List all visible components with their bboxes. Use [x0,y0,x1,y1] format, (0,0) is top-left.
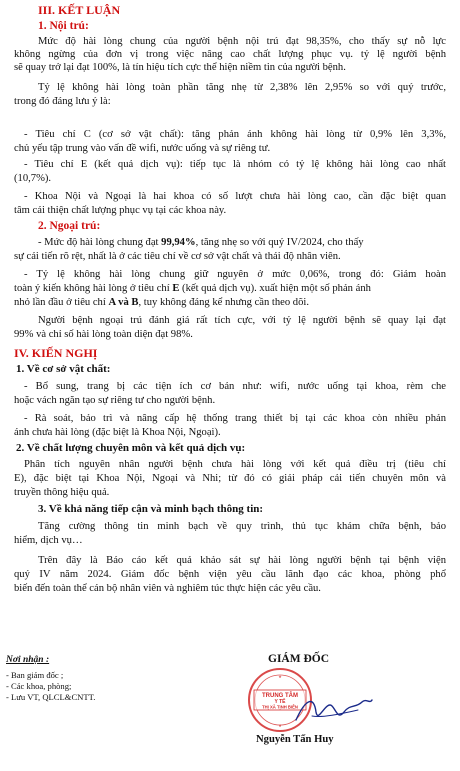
inpatient-p2-line2: trong đó đáng lưu ý là: [14,96,111,107]
inpatient-k-line2: tâm cải thiện chất lượng phục vụ tại các khoa này. [14,205,227,216]
rec1-p2-line2: ánh chưa hài lòng (đặc biệt là Khoa Nội, Ngoại). [14,427,221,438]
outpatient-p3-line2: 99% và chỉ số hài lòng toàn diện đạt 98%. [14,329,193,340]
recipient-item: - Ban giám đốc ; [6,670,64,680]
section-recommendations-title: IV. KIẾN NGHỊ [14,346,98,360]
inpatient-e-line2: (10,7%). [14,173,52,184]
signer-name: Nguyễn Tấn Huy [256,734,334,745]
rec3-title: 3. Về khả năng tiếp cận và minh bạch thông tin: [38,503,264,515]
rec1-title: 1. Về cơ sở vật chất: [16,363,111,375]
rec1-p1-line2: hoặc vách ngăn tạo sự riêng tư cho người bệnh. [14,395,216,406]
closing-line1: Trên đây là Báo cáo kết quả khảo sát sự hài lòng người bệnh tại bệnh viện [38,555,446,566]
outpatient-p1-line1: - Mức độ hài lòng chung đạt 99,94%, tăng nhẹ so với quý IV/2024, cho thấy [38,237,364,248]
svg-text:★: ★ [278,723,282,728]
rec3-p1-line1: Tăng cường thông tin minh bạch về quy trình, thủ tục khám chữa bệnh, bảo [38,521,446,532]
signature-icon [292,690,376,732]
rec2-p1-line3: truyền thông hiệu quả. [14,487,110,498]
outpatient-p2-line1: - Tỷ lệ không hài lòng chung giữ nguyên ở mức 0,06%, trong đó: Giảm hoàn [24,269,446,280]
inpatient-k-line1: - Khoa Nội và Ngoại là hai khoa có số lượt chưa hài lòng cao, cần đặc biệt quan [24,191,446,202]
inpatient-p1-line2: không ngừng của đơn vị trong việc nâng cao chất lượng phục vụ. tỷ lệ người bệnh [14,49,446,60]
recipient-item: - Các khoa, phòng; [6,681,72,691]
rec3-p1-line2: hiểm, dịch vụ… [14,535,83,546]
outpatient-p2-line3: nhỏ lần đầu ở tiêu chí A và B, tuy không đáng kể nhưng cần theo dõi. [14,297,309,308]
rec1-p2-line1: - Rà soát, bảo trì và nâng cấp hệ thống trang thiết bị tại các khoa còn nhiều phản [24,413,446,424]
stamp-text-line2: Y TẾ [274,699,286,705]
inpatient-c-line1: - Tiêu chí C (cơ sở vật chất): tăng phản ánh không hài lòng từ 0,9% lên 3,3%, [24,129,446,140]
rec2-p1-line1: Phân tích nguyên nhân người bệnh chưa hài lòng với kết quả điều trị (tiêu chí [24,459,446,470]
stamp-text-line3: THỊ XÃ TỊNH BIÊN [262,704,298,710]
recipient-item: - Lưu VT, QLCL&CNTT. [6,692,96,702]
outpatient-p1-line2: sự cải tiến rõ rệt, nhất là ở các tiêu chí về cơ sở vật chất và thái độ nhân viên. [14,251,341,262]
svg-text:★: ★ [278,674,282,679]
stamp-text-line1: TRUNG TÂM [262,693,298,699]
outpatient-p2-line2: toàn ý kiến không hài lòng ở tiêu chí E (kết quả dịch vụ). xuất hiện một số phản ánh [14,283,371,294]
closing-line3: biến đến toàn thể cán bộ nhân viên và nghiêm túc thực hiện các yêu cầu. [14,583,321,594]
rec2-title: 2. Về chất lượng chuyên môn và kết quả dịch vụ: [16,442,246,454]
inpatient-c-line2: chủ yếu tập trung vào vấn đề wifi, nước uống và sự riêng tư. [14,143,271,154]
inpatient-p1-line3: sẽ quay trở lại đạt 100%, là tín hiệu tích cực thể hiện niềm tin của người bệnh. [14,62,346,73]
rec1-p1-line1: - Bổ sung, trang bị các tiện ích cơ bản như: wifi, nước uống tại khoa, rèm che [24,381,446,392]
inpatient-e-line1: - Tiêu chí E (kết quả dịch vụ): tiếp tục là nhóm có tỷ lệ không hài lòng cao nhất [24,159,446,170]
recipients-title: Nơi nhận : [6,655,50,665]
outpatient-title: 2. Ngoại trú: [38,220,101,232]
inpatient-p2-line1: Tỷ lệ không hài lòng toàn phần tăng nhẹ từ 2,38% lên 2,95% so với quý trước, [38,82,446,93]
outpatient-p3-line1: Người bệnh ngoại trú đánh giá rất tích cực, với tỷ lệ người bệnh sẽ quay lại đạt [38,315,446,326]
rec2-p1-line2: E), đặc biệt tại Khoa Nội, Ngoại và Nhi; từ đó có giải pháp cải tiến chuyên môn và [14,473,446,484]
signer-title: GIÁM ĐỐC [268,653,330,665]
closing-line2: quý IV năm 2024. Giám đốc bệnh viện yêu cầu lãnh đạo các khoa, phòng phổ [14,569,446,580]
inpatient-p1-line1: Mức độ hài lòng chung của người bệnh nội trú đạt 98,35%, cho thấy sự nỗ lực [38,36,446,47]
inpatient-title: 1. Nội trú: [38,20,89,32]
section-conclusion-title: III. KẾT LUẬN [38,3,121,17]
